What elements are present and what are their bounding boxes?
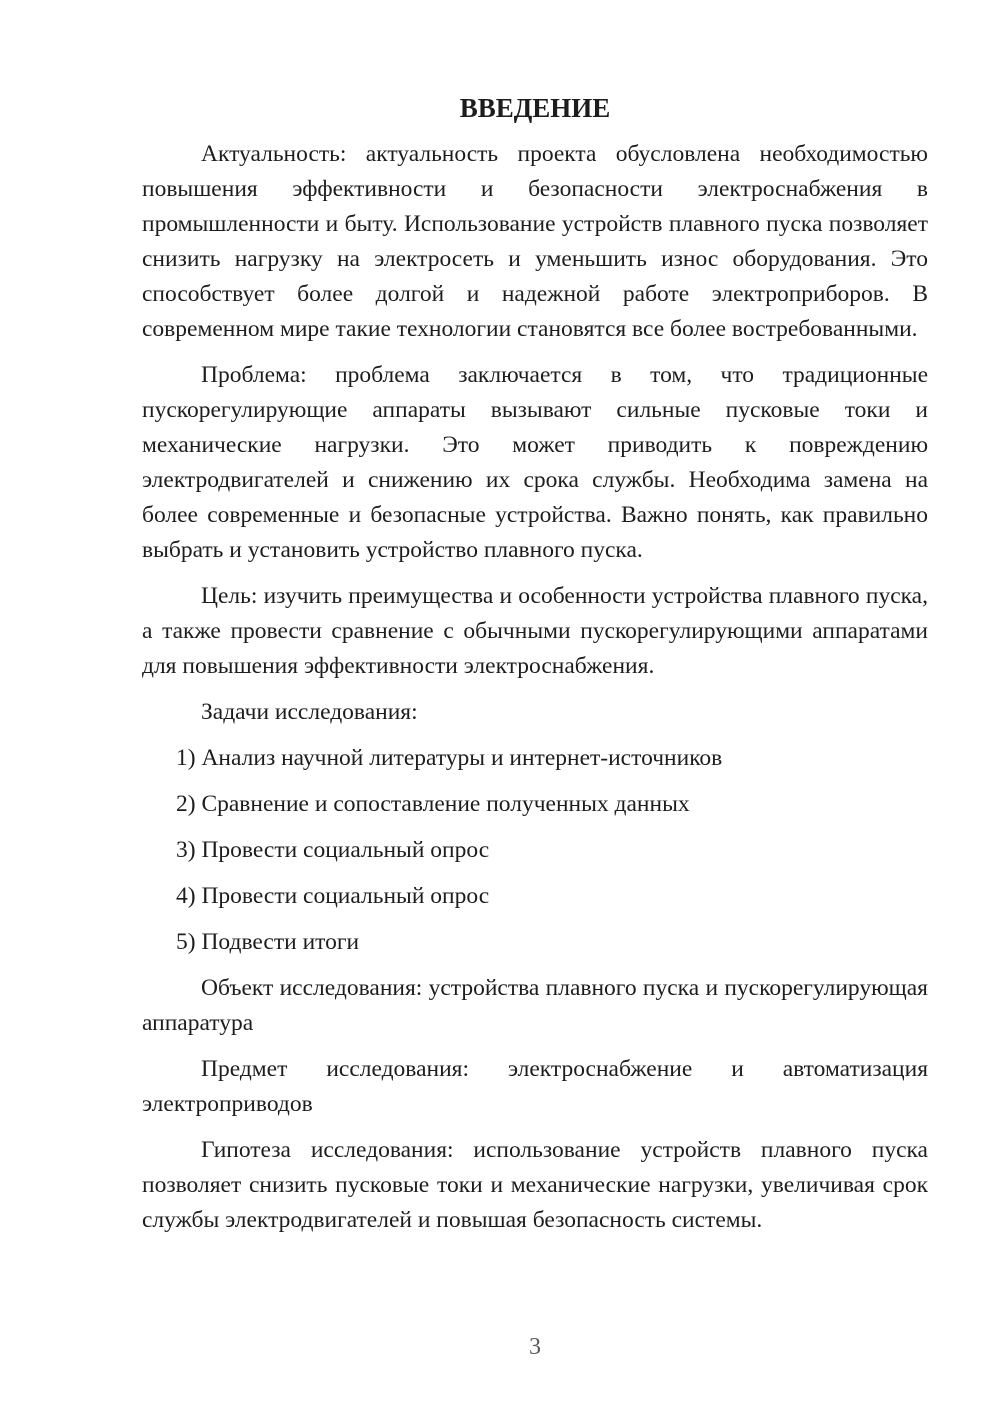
- paragraph-obekt: Объект исследования: устройства плавного пуска и пускорегулирующая аппаратура: [142, 975, 928, 1036]
- task-item-5: 5) Подвести итоги: [176, 929, 360, 955]
- page-number: 3: [529, 1334, 541, 1360]
- paragraph-problema: Проблема: проблема заключается в том, что традиционные пускорегулирующие аппараты вызывают сильные пусковые токи и механические нагрузки. Это может приводить к повреждению электродвигателей и снижению их срока службы. Необходима замена на более современные и безопасные устройства. Важно понять, как правильно выбрать и установить устройство плавного пуска.: [142, 362, 928, 563]
- page-content: [142, 91, 928, 1238]
- tasks-heading: Задачи исследования:: [201, 699, 418, 725]
- task-item-3: 3) Провести социальный опрос: [176, 837, 490, 863]
- paragraph-tsel: Цель: изучить преимущества и особенности устройства плавного пуска, а также провести сравнение с обычными пускорегулирующими аппаратами для повышения эффективности электроснабжения.: [142, 583, 928, 679]
- task-item-2: 2) Сравнение и сопоставление полученных данных: [176, 791, 690, 817]
- task-item-1: 1) Анализ научной литературы и интернет-источников: [176, 745, 723, 771]
- paragraph-gipoteza: Гипотеза исследования: использование устройств плавного пуска позволяет снизить пусковые токи и механические нагрузки, увеличивая срок службы электродвигателей и повышая безопасность системы.: [142, 1137, 928, 1233]
- paragraph-aktualnost: Актуальность: актуальность проекта обусловлена необходимостью повышения эффективности и безопасности электроснабжения в промышленности и быту. Использование устройств плавного пуска позволяет снизить нагрузку на электросеть и уменьшить износ оборудования. Это способствует более долгой и надежной работе электроприборов. В современном мире такие технологии становятся все более востребованными.: [142, 141, 928, 342]
- page-title: ВВЕДЕНИЕ: [459, 93, 611, 123]
- task-item-4: 4) Провести социальный опрос: [176, 883, 490, 909]
- paragraph-predmet: Предмет исследования: электроснабжение и автоматизация электроприводов: [142, 1056, 928, 1117]
